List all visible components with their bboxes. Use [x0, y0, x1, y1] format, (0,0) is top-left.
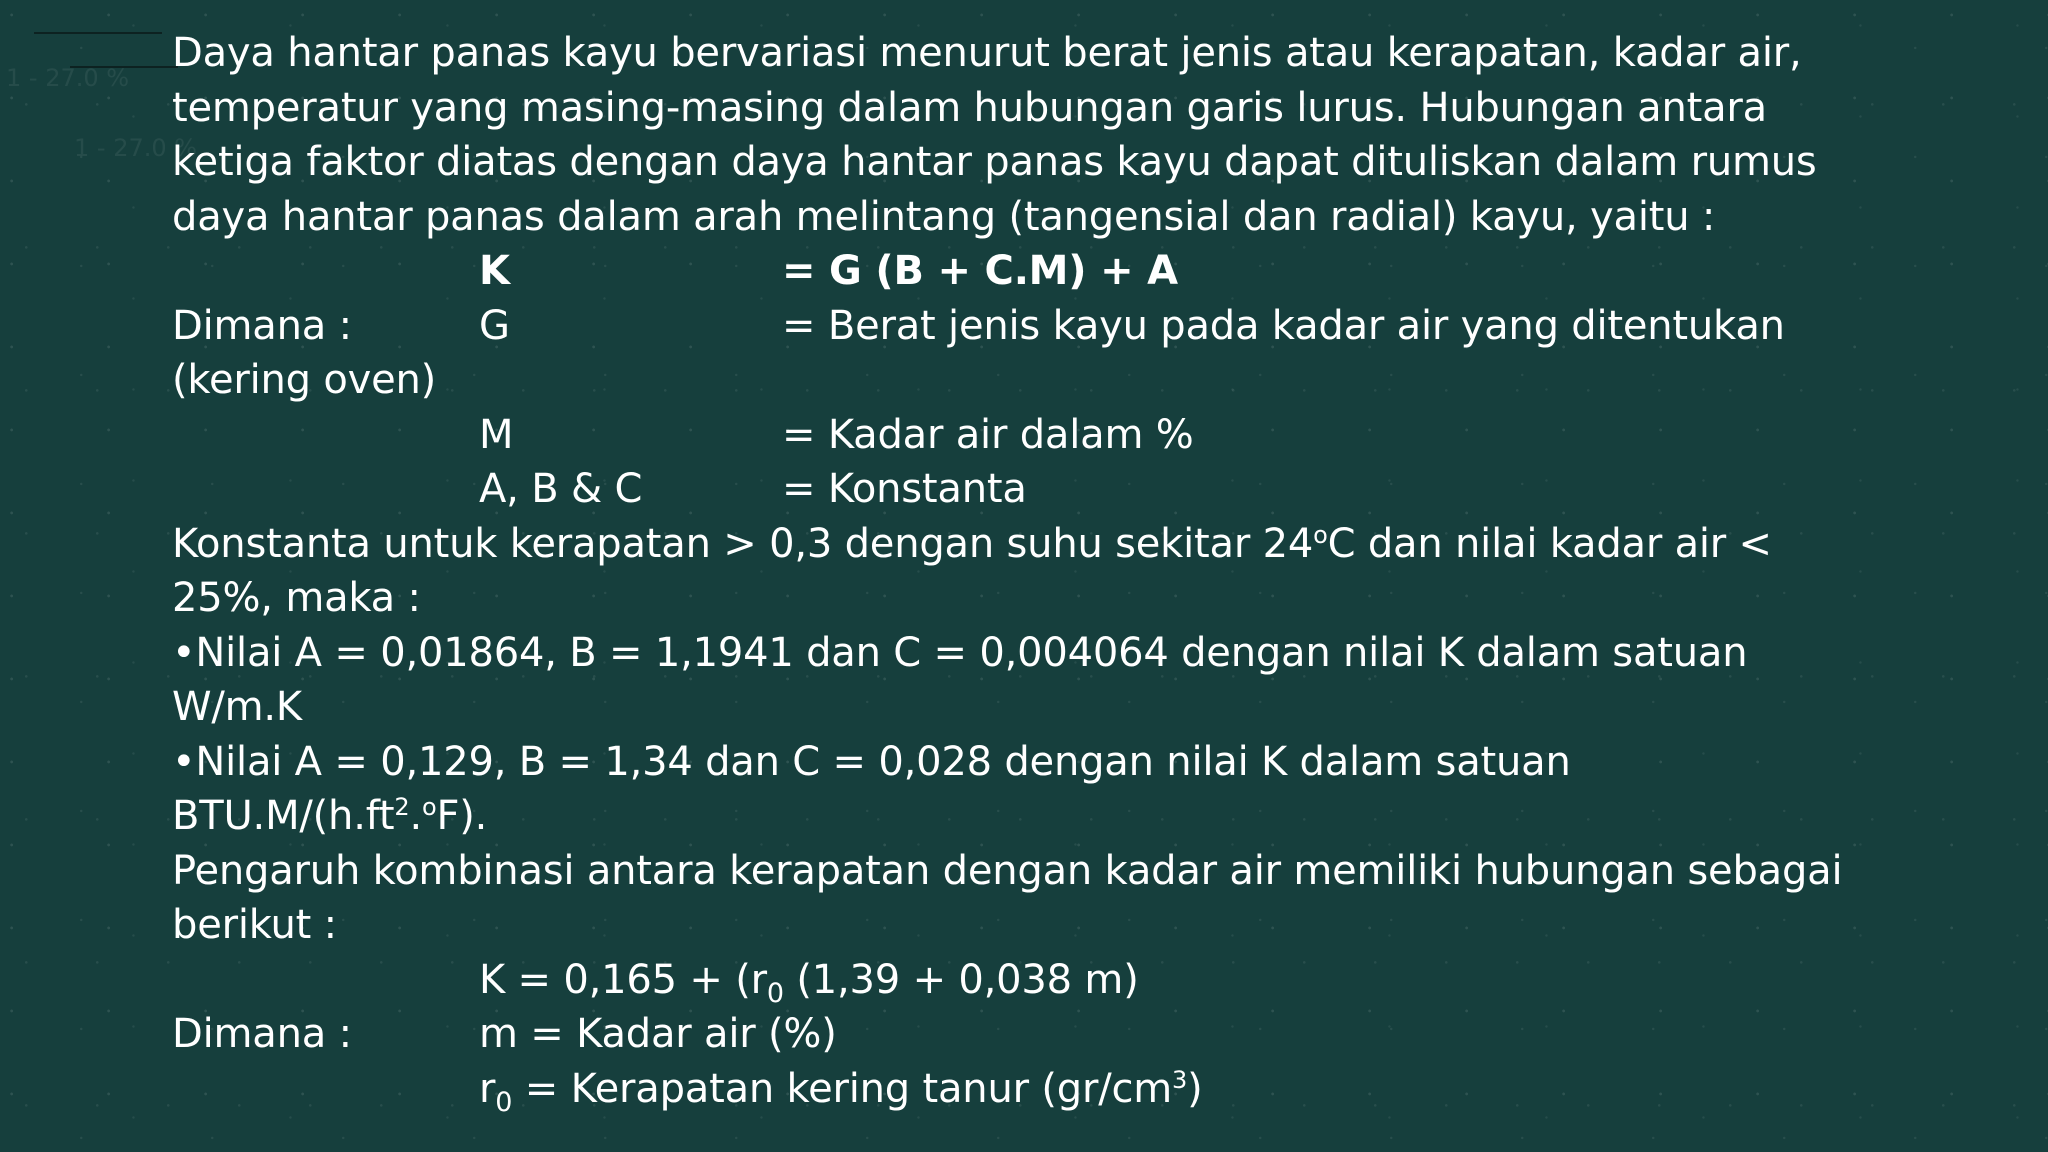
paragraph-line: berikut : — [172, 902, 337, 948]
konstanta-line: Konstanta untuk kerapatan > 0,3 dengan suhu sekitar 24$^o$C dan nilai kadar air < — [172, 520, 1772, 567]
konstanta-line: 25%, maka : — [172, 575, 421, 621]
bullet-item: •Nilai A = 0,129, B = 1,34 dan C = 0,028 dengan nilai K dalam satuan — [172, 738, 1571, 785]
slide-content — [172, 26, 2012, 1116]
paragraph-line: Pengaruh kombinasi antara kerapatan dengan kadar air memiliki hubungan sebagai — [172, 847, 1843, 894]
decorative-line-top — [34, 32, 162, 34]
formula-lhs: K — [479, 248, 510, 294]
paragraph-line: Daya hantar panas kayu bervariasi menurut berat jenis atau kerapatan, kadar air, — [172, 30, 1802, 76]
symbol-abc: A, B & C — [479, 466, 643, 512]
definition-row-abc — [172, 462, 2012, 517]
paragraph-line: temperatur yang masing-masing dalam hubungan garis lurus. Hubungan antara — [172, 84, 1767, 131]
degree-superscript: o — [1313, 520, 1328, 549]
definition-row-g — [172, 299, 2012, 354]
definition-row-r0 — [172, 1062, 2012, 1117]
definition-abc: = Konstanta — [782, 466, 1027, 512]
formula-row — [172, 244, 2012, 299]
definition-m2: m = Kadar air (%) — [479, 1011, 837, 1057]
bullet-item: •Nilai A = 0,01864, B = 1,1941 dan C = 0,004064 dengan nilai K dalam satuan — [172, 629, 1748, 676]
definition-row-m — [172, 408, 2012, 463]
dimana-label: Dimana : — [172, 302, 352, 349]
definition-continuation: (kering oven) — [172, 357, 437, 403]
bullet-item-continuation: $BTU.M/(h.ft^2.^oF)$. — [172, 793, 488, 839]
definition-m: = Kadar air dalam % — [782, 411, 1194, 458]
bullet-item-continuation: W/m.K — [172, 684, 302, 730]
definition-g: = Berat jenis kayu pada kadar air yang ditentukan — [782, 302, 1785, 349]
paragraph-line: ketiga faktor diatas dengan daya hantar panas kayu dapat dituliskan dalam rumus — [172, 139, 1817, 185]
squared-superscript: 2 — [394, 793, 410, 821]
formula2: $K = 0,165 + (r_0$ (1,39 + 0,038 m) — [479, 956, 1139, 1009]
symbol-g: G — [479, 302, 510, 349]
definition-r0: $r_0$ = Kerapatan kering tanur $(gr/cm^3)$ — [479, 1065, 1203, 1118]
paragraph-line: daya hantar panas dalam arah melintang (tangensial dan radial) kayu, yaitu : — [172, 193, 1716, 240]
dimana-label: Dimana : — [172, 1011, 352, 1057]
symbol-m: M — [479, 411, 514, 458]
formula-rhs: = G (B + C.M) + A — [782, 248, 1178, 294]
formula2-row — [172, 953, 2012, 1008]
faint-background-text: 1 - 27.0 % — [74, 134, 198, 162]
faint-background-text: 1 - 27.0 % — [6, 64, 130, 92]
degree-superscript: o — [421, 793, 437, 821]
definition-row-m2 — [172, 1007, 2012, 1062]
